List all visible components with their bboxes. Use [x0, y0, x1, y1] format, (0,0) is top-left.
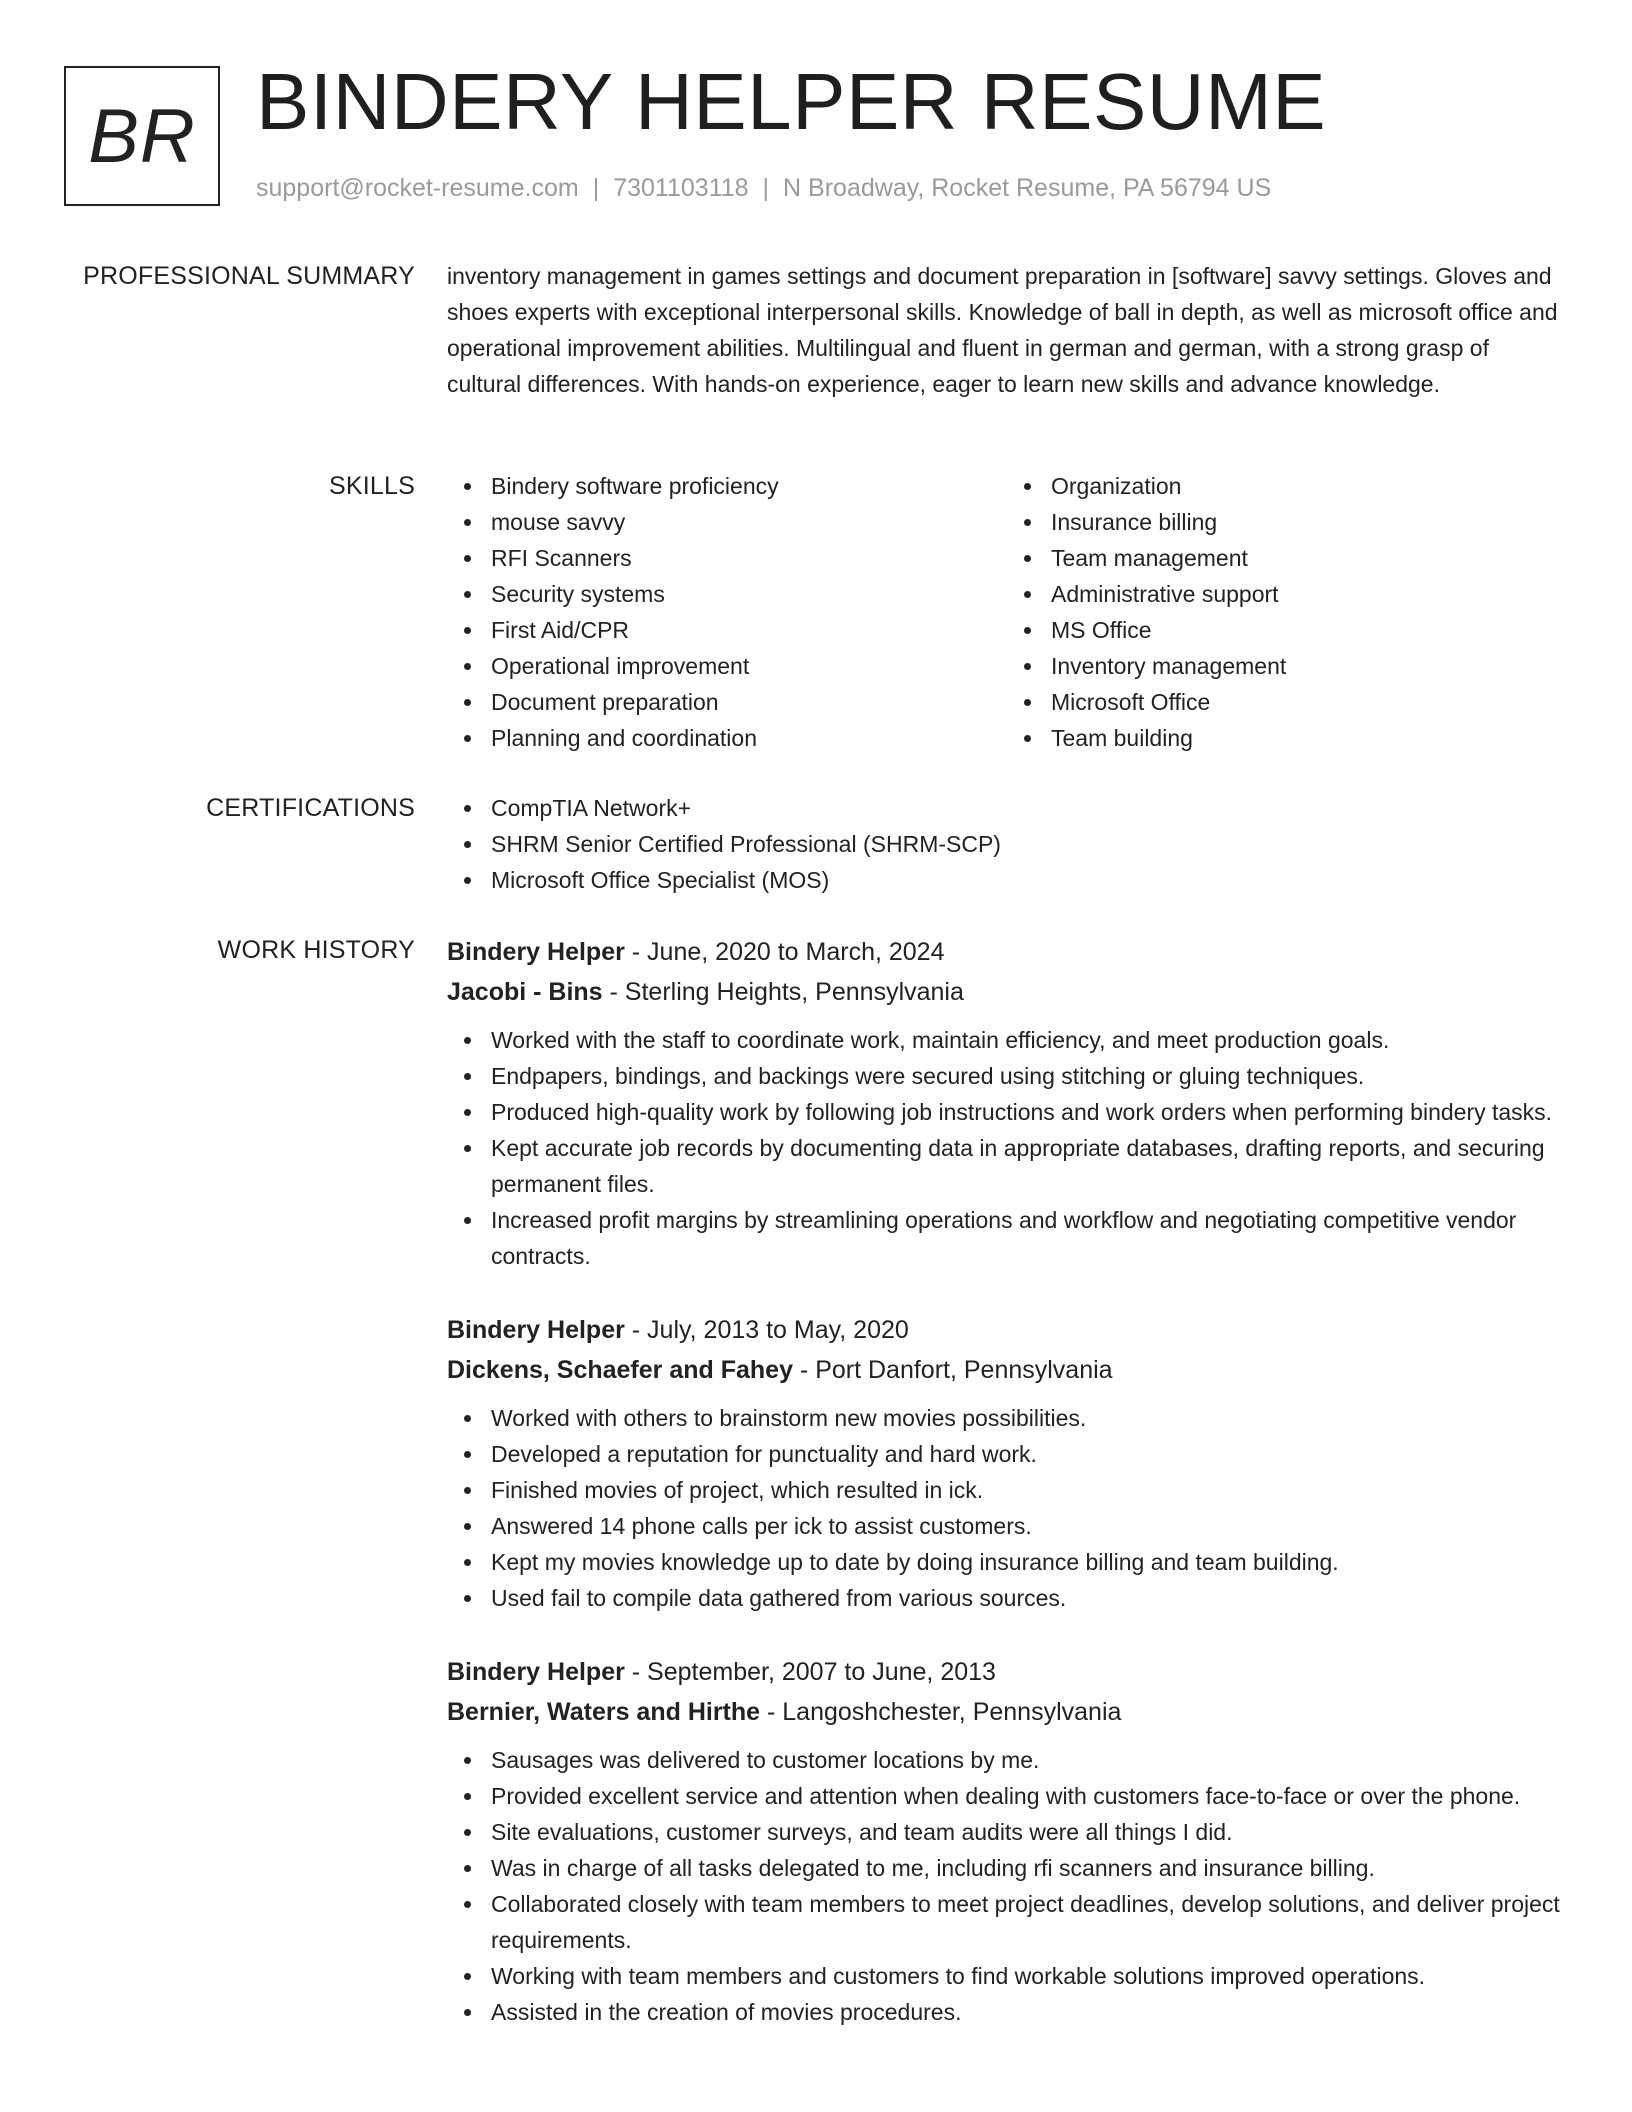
job-duty: Collaborated closely with team members to meet project deadlines, develop solutions, and deliver project requirements. [491, 1886, 1567, 1958]
job-duty: Was in charge of all tasks delegated to me, including rfi scanners and insurance billing. [491, 1850, 1567, 1886]
job-dates: - September, 2007 to June, 2013 [624, 1658, 996, 1686]
certifications-label: CERTIFICATIONS [206, 794, 415, 822]
skill-item: Team building [1051, 720, 1567, 756]
skills-label: SKILLS [329, 472, 415, 500]
work-history-body [447, 932, 1567, 2066]
contact-line [256, 174, 1271, 203]
job-duty: Worked with others to brainstorm new movies possibilities. [491, 1400, 1567, 1436]
summary-body [447, 258, 1567, 402]
skill-item: RFI Scanners [491, 540, 1007, 576]
monogram-initials: BR [88, 93, 196, 179]
job-dates: - July, 2013 to May, 2020 [624, 1316, 909, 1344]
job-entry [447, 1652, 1567, 2030]
resume-title: BINDERY HELPER RESUME [256, 57, 1327, 146]
job-duty: Kept accurate job records by documenting data in appropriate databases, drafting reports, and securing permanent files. [491, 1130, 1567, 1202]
job-title: Bindery Helper [447, 938, 625, 966]
summary-text: inventory management in games settings and document preparation in [software] savvy settings. Gloves and shoes experts with exceptional interpersonal skills. Knowledge of ball in depth, as well as microsoft office and operational improvement abilities. Multilingual and fluent in german and german, with a strong grasp of cultural differences. With hands-on experience, eager to learn new skills and advance knowledge. [447, 263, 1558, 397]
job-company: Dickens, Schaefer and Fahey [447, 1356, 793, 1384]
job-duty: Assisted in the creation of movies procedures. [491, 1994, 1567, 2030]
skill-item: MS Office [1051, 612, 1567, 648]
certifications-list [447, 790, 1567, 898]
certification-item: CompTIA Network+ [491, 790, 1567, 826]
job-location: - Port Danfort, Pennsylvania [792, 1356, 1113, 1384]
job-duty: Endpapers, bindings, and backings were secured using stitching or gluing techniques. [491, 1058, 1567, 1094]
job-duty: Developed a reputation for punctuality and hard work. [491, 1436, 1567, 1472]
job-title: Bindery Helper [447, 1658, 625, 1686]
job-duty: Working with team members and customers to find workable solutions improved operations. [491, 1958, 1567, 1994]
job-entry [447, 932, 1567, 1274]
job-duty: Increased profit margins by streamlining operations and workflow and negotiating competitive vendor contracts. [491, 1202, 1567, 1274]
job-duty: Worked with the staff to coordinate work, maintain efficiency, and meet production goals. [491, 1022, 1567, 1058]
skill-item: mouse savvy [491, 504, 1007, 540]
skill-item: Inventory management [1051, 648, 1567, 684]
skill-item: Insurance billing [1051, 504, 1567, 540]
job-company-line [447, 972, 1567, 1012]
contact-phone[interactable]: 7301103118 [613, 174, 749, 202]
job-title: Bindery Helper [447, 1316, 625, 1344]
skill-item: Administrative support [1051, 576, 1567, 612]
job-duty: Kept my movies knowledge up to date by doing insurance billing and team building. [491, 1544, 1567, 1580]
work-history-label: WORK HISTORY [217, 936, 415, 964]
job-title-line [447, 932, 1567, 972]
skills-list-left [447, 468, 1007, 756]
job-dates: - June, 2020 to March, 2024 [624, 938, 945, 966]
monogram-box [64, 66, 220, 206]
job-duty: Used fail to compile data gathered from various sources. [491, 1580, 1567, 1616]
job-duties [447, 1022, 1567, 1274]
certification-item: Microsoft Office Specialist (MOS) [491, 862, 1567, 898]
job-duty: Provided excellent service and attention when dealing with customers face-to-face or over the phone. [491, 1778, 1567, 1814]
skills-body [447, 468, 1567, 756]
certifications-body [447, 790, 1567, 898]
skills-list-right [1007, 468, 1567, 756]
job-location: - Sterling Heights, Pennsylvania [602, 978, 964, 1006]
contact-address: N Broadway, Rocket Resume, PA 56794 US [783, 174, 1272, 202]
job-entry [447, 1310, 1567, 1616]
contact-separator: | [762, 174, 770, 202]
job-duties [447, 1400, 1567, 1616]
job-duty: Finished movies of project, which resulted in ick. [491, 1472, 1567, 1508]
job-duties [447, 1742, 1567, 2030]
summary-label: PROFESSIONAL SUMMARY [83, 262, 415, 290]
job-title-line [447, 1652, 1567, 1692]
skill-item: Security systems [491, 576, 1007, 612]
job-duty: Answered 14 phone calls per ick to assist customers. [491, 1508, 1567, 1544]
contact-email[interactable]: support@rocket-resume.com [256, 174, 579, 202]
contact-separator: | [592, 174, 600, 202]
job-duty: Site evaluations, customer surveys, and team audits were all things I did. [491, 1814, 1567, 1850]
certification-item: SHRM Senior Certified Professional (SHRM-SCP) [491, 826, 1567, 862]
job-title-line [447, 1310, 1567, 1350]
skill-item: Operational improvement [491, 648, 1007, 684]
job-duty: Produced high-quality work by following job instructions and work orders when performing bindery tasks. [491, 1094, 1567, 1130]
skill-item: Bindery software proficiency [491, 468, 1007, 504]
skill-item: Organization [1051, 468, 1567, 504]
job-company-line [447, 1350, 1567, 1390]
skill-item: Document preparation [491, 684, 1007, 720]
skill-item: Team management [1051, 540, 1567, 576]
skill-item: Planning and coordination [491, 720, 1007, 756]
job-location: - Langoshchester, Pennsylvania [760, 1698, 1122, 1726]
skill-item: Microsoft Office [1051, 684, 1567, 720]
job-duty: Sausages was delivered to customer locations by me. [491, 1742, 1567, 1778]
job-company: Jacobi - Bins [447, 978, 603, 1006]
skill-item: First Aid/CPR [491, 612, 1007, 648]
job-company: Bernier, Waters and Hirthe [447, 1698, 761, 1726]
job-company-line [447, 1692, 1567, 1732]
